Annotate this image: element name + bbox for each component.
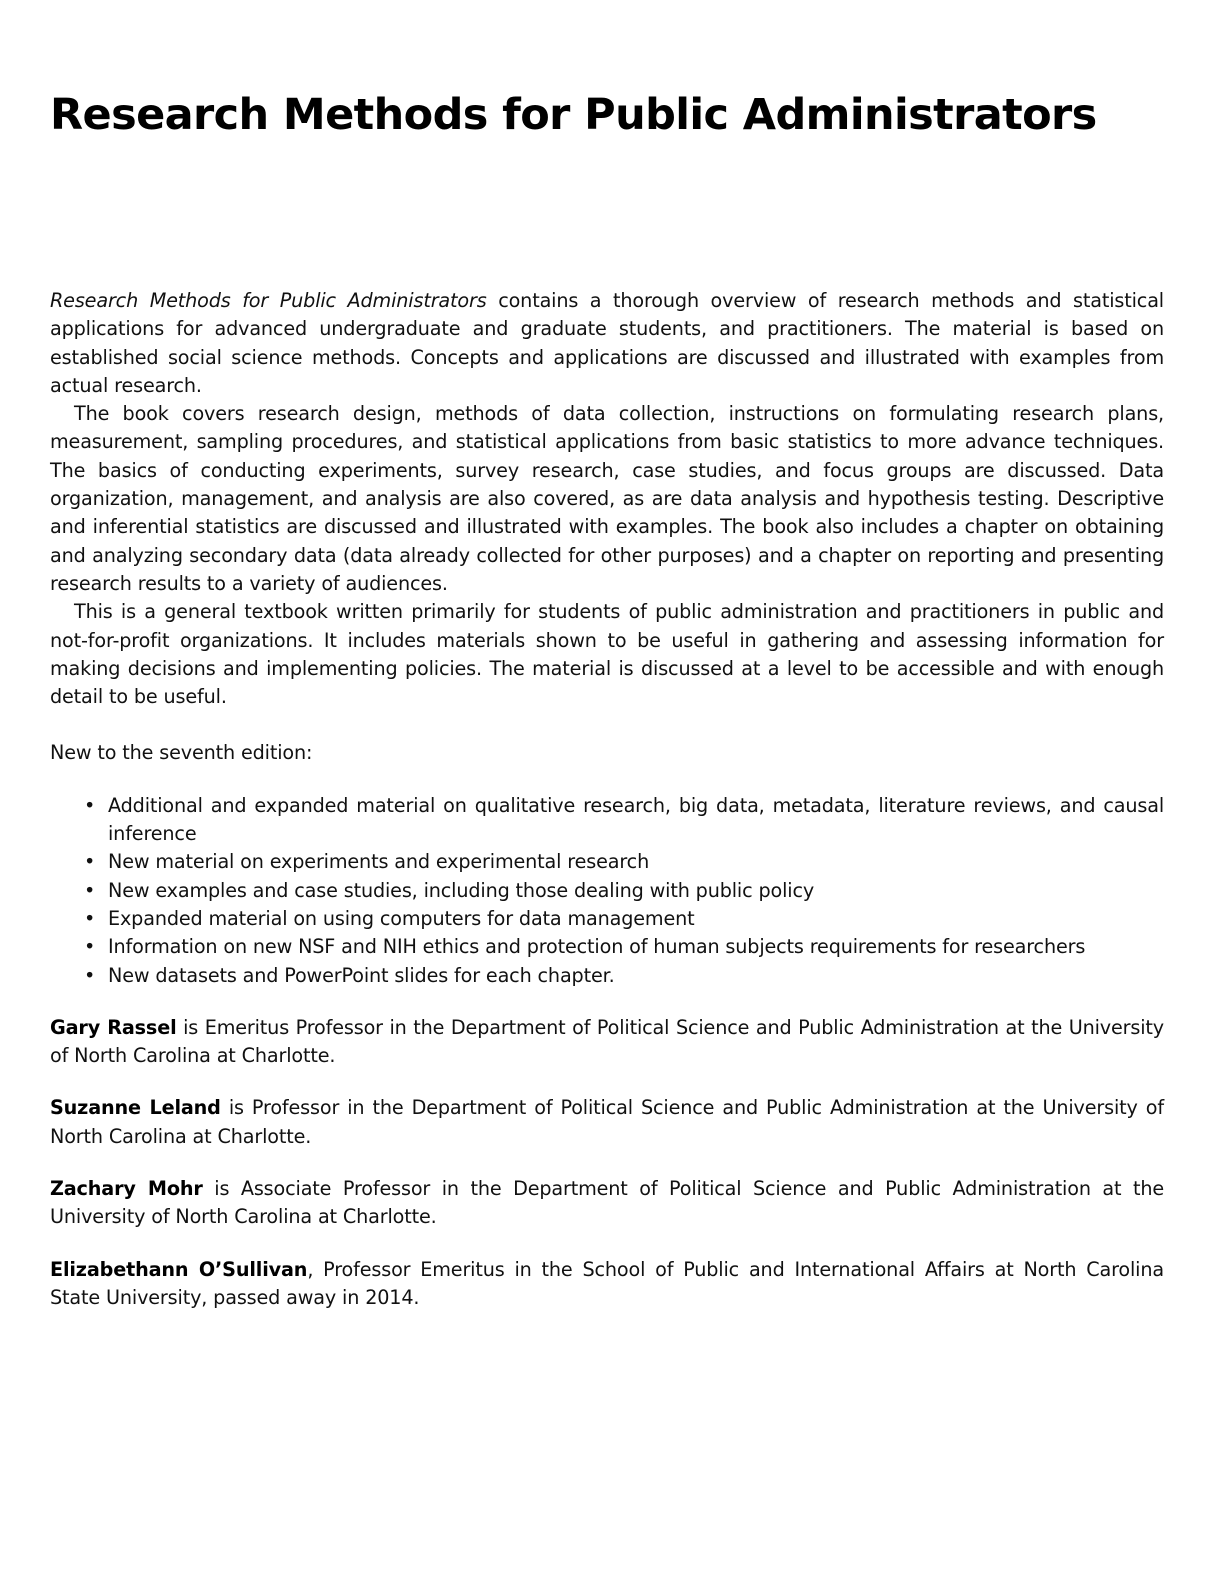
author-name: Elizabethann O’Sullivan (50, 1257, 308, 1281)
bullet-icon: • (84, 935, 96, 959)
author-name: Zachary Mohr (50, 1177, 203, 1201)
author-bio-text: is Emeritus Professor in the Department of Political Science and Public Administration at the University of North Carolina at Charlotte. (50, 1015, 1164, 1068)
author-name: Gary Rassel (50, 1015, 177, 1039)
bullet-icon: • (84, 906, 96, 930)
list-item (84, 905, 1164, 933)
bullet-icon: • (84, 963, 96, 987)
book-title: Research Methods for Public Administrators (50, 90, 1097, 140)
author-bio-mohr (50, 1175, 1164, 1232)
author-bio-osullivan (50, 1256, 1164, 1313)
author-bio-text: , Professor Emeritus in the School of Public and International Affairs at North Carolina State University, passed away in 2014. (50, 1257, 1164, 1309)
description-paragraph-1 (50, 287, 1164, 400)
bullet-icon: • (84, 878, 96, 902)
list-item (84, 962, 1164, 990)
list-item-text: Additional and expanded material on qualitative research, big data, metadata, literature reviews, and causal inference (108, 793, 1164, 846)
list-item (84, 848, 1164, 876)
list-item (84, 877, 1164, 905)
author-bio-leland (50, 1094, 1164, 1151)
list-item (84, 792, 1164, 849)
cover-copy (50, 287, 1164, 1312)
book-title-italic: Research Methods for Public Administrators (50, 289, 487, 312)
list-item (84, 933, 1164, 961)
author-name: Suzanne Leland (50, 1096, 221, 1120)
description-paragraph-3: This is a general textbook written primarily for students of public administration and practitioners in public and not-for-profit organizations. It includes materials shown to be useful in gathering and assessing information for making decisions and implementing policies. The material is discussed at a level to be accessible and with enough detail to be useful. (50, 600, 1164, 709)
list-item-text: New material on experiments and experimental research (108, 850, 650, 874)
list-item-text: Information on new NSF and NIH ethics and protection of human subjects requirements for researchers (108, 935, 1086, 959)
description-intro-text: contains a thorough overview of research methods and statistical applications for advanced undergraduate and graduate students, and practitioners. The material is based on established social science methods. Concepts and applications are discussed and illustrated with examples from actual research. (50, 289, 1164, 397)
list-item-text: Expanded material on using computers for data management (108, 906, 695, 930)
author-bio-text: is Associate Professor in the Department of Political Science and Public Administration at the University of North Carolina at Charlotte. (50, 1177, 1164, 1229)
description-paragraph-2: The book covers research design, methods of data collection, instructions on formulating research plans, measurement, sampling procedures, and statistical applications from basic statistics to more advance techniques. The basics of conducting experiments, survey research, case studies, and focus groups are discussed. Data organization, management, and analysis are also covered, as are data analysis and hypothesis testing. Descriptive and inferential statistics are discussed and illustrated with examples. The book also includes a chapter on obtaining and analyzing secondary data (data already collected for other purposes) and a chapter on reporting and presenting research results to a variety of audiences. (50, 402, 1164, 595)
bullet-icon: • (84, 793, 96, 817)
author-bio-rassel (50, 1014, 1164, 1071)
author-bio-text: is Professor in the Department of Political Science and Public Administration at the University of North Carolina at Charlotte. (50, 1096, 1165, 1148)
list-item-text: New datasets and PowerPoint slides for each chapter. (108, 963, 615, 987)
new-edition-list (50, 792, 1164, 990)
list-item-text: New examples and case studies, including those dealing with public policy (108, 878, 815, 902)
bullet-icon: • (84, 850, 96, 874)
new-edition-heading: New to the seventh edition: (50, 741, 313, 765)
